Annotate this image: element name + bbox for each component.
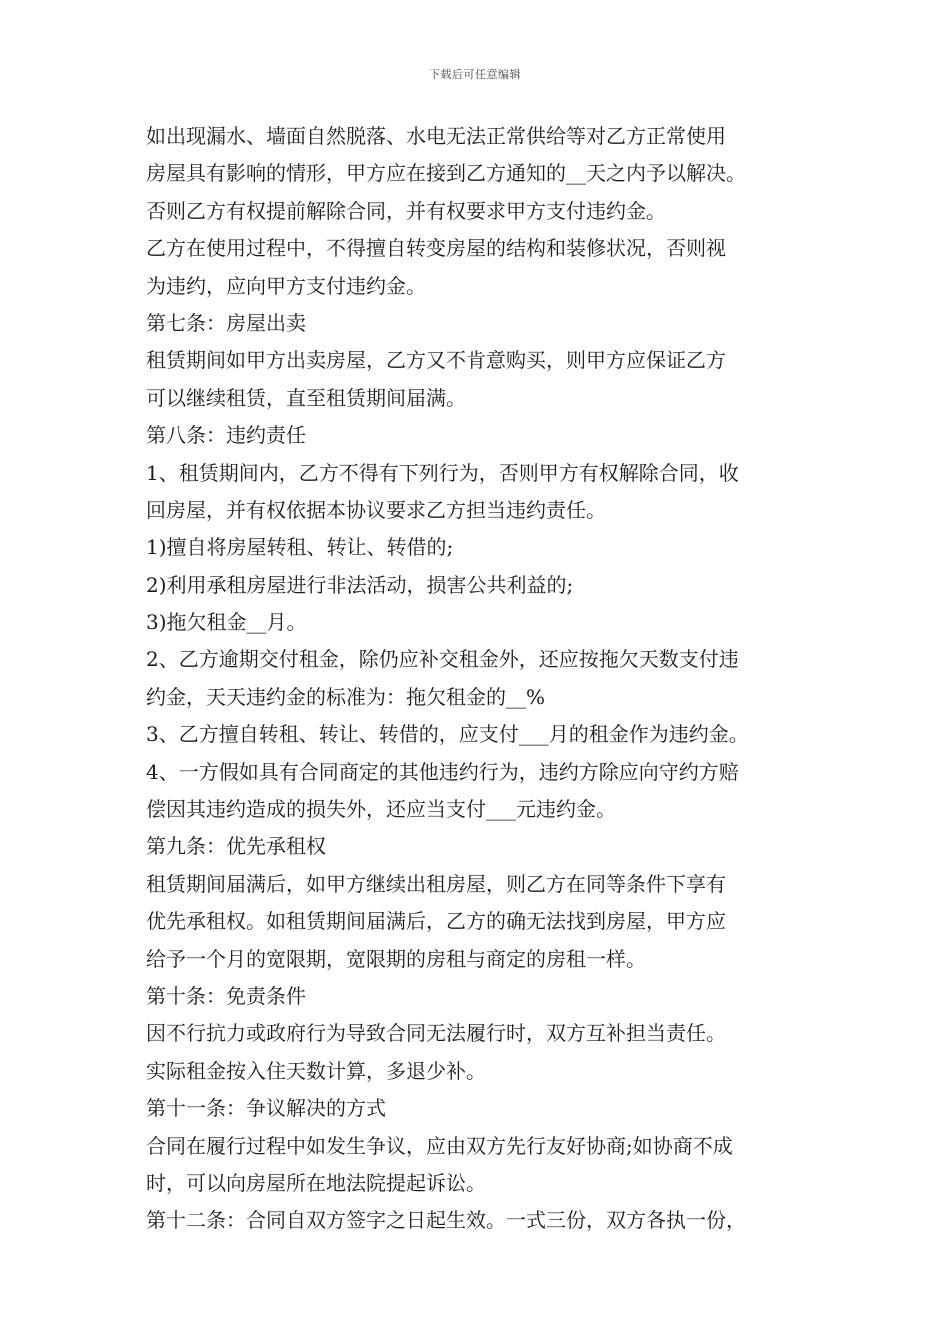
text-line: 合同在履行过程中如发生争议，应由双方先行友好协商;如协商不成 [146,1133,733,1158]
text-line: 房屋具有影响的情形，甲方应在接到乙方通知的__天之内予以解决。 [146,161,746,186]
text-line: 4、一方假如具有合同商定的其他违约行为，违约方除应向守约方赔 [146,759,739,784]
text-line: 3、乙方擅自转租、转让、转借的，应支付___月的租金作为违约金。 [146,722,749,747]
text-line: 2)利用承租房屋进行非法活动，损害公共利益的; [146,572,574,597]
section-heading: 第八条：违约责任 [146,423,306,448]
text-line: 租赁期间届满后，如甲方继续出租房屋，则乙方在同等条件下享有 [146,871,726,896]
text-line: 给予一个月的宽限期，宽限期的房租与商定的房租一样。 [146,946,646,971]
text-line: 偿因其违约造成的损失外，还应当支付___元违约金。 [146,797,616,822]
section-heading: 第七条：房屋出卖 [146,310,306,335]
text-line: 1)擅自将房屋转租、转让、转借的; [146,535,454,560]
text-line: 租赁期间如甲方出卖房屋，乙方又不肯意购买，则甲方应保证乙方 [146,348,726,373]
text-line: 乙方在使用过程中，不得擅自转变房屋的结构和装修状况，否则视 [146,236,726,261]
text-line: 否则乙方有权提前解除合同，并有权要求甲方支付违约金。 [146,198,666,223]
header-note: 下载后可任意编辑 [429,68,521,81]
text-line: 可以继续租赁，直至租赁期间届满。 [146,385,466,410]
text-line: 优先承租权。如租赁期间届满后，乙方的确无法找到房屋，甲方应 [146,909,726,934]
text-line: 如出现漏水、墙面自然脱落、水电无法正常供给等对乙方正常使用 [146,124,726,148]
text-line: 时，可以向房屋所在地法院提起诉讼。 [146,1170,486,1195]
text-line: 1、租赁期间内，乙方不得有下列行为，否则甲方有权解除合同，收 [146,460,739,485]
text-line: 约金，天天违约金的标准为：拖欠租金的__% [146,684,546,709]
section-heading: 第九条：优先承租权 [146,834,326,859]
document-body [146,118,826,1240]
text-line: 因不行抗力或政府行为导致合同无法履行时，双方互补担当责任。 [146,1021,726,1046]
text-line: 实际租金按入住天数计算，多退少补。 [146,1058,486,1083]
text-line: 回房屋，并有权依据本协议要求乙方担当违约责任。 [146,497,606,522]
text-line: 为违约，应向甲方支付违约金。 [146,273,426,298]
text-line: 2、乙方逾期交付租金，除仍应补交租金外，还应按拖欠天数支付违 [146,647,739,672]
section-heading: 第十二条：合同自双方签字之日起生效。一式三份，双方各执一份， [146,1208,746,1233]
section-heading: 第十条：免责条件 [146,983,306,1008]
text-line: 3)拖欠租金__月。 [146,610,307,635]
section-heading: 第十一条：争议解决的方式 [146,1096,386,1121]
